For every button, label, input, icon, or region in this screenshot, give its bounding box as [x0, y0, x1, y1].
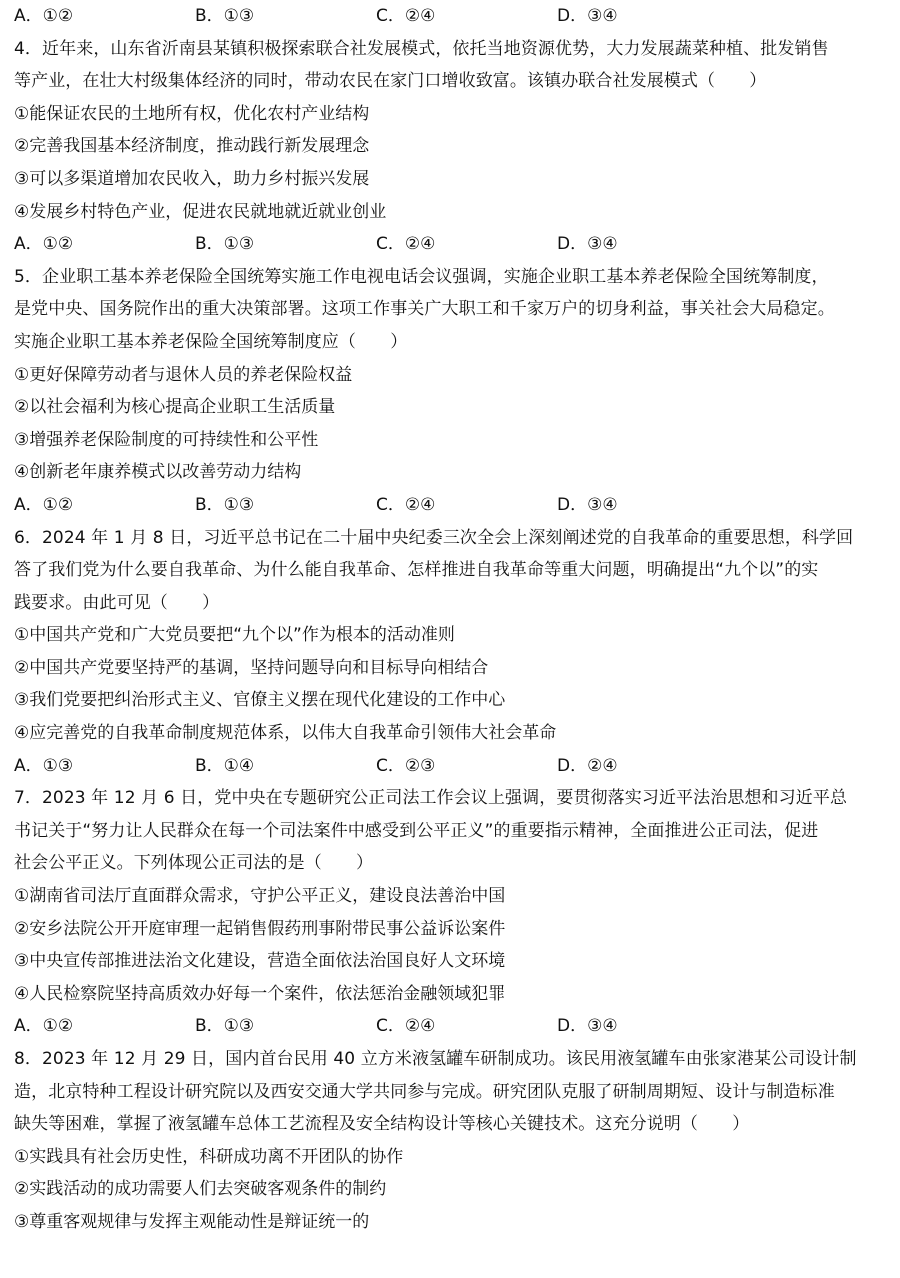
q7-stem-line-3: 社会公平正义。下列体现公正司法的是（ ） [14, 853, 374, 874]
q4-statement-2: ②完善我国基本经济制度，推动践行新发展理念 [14, 136, 370, 157]
q4-option-d[interactable]: D．③④ [557, 234, 618, 255]
q7-stem-line-1: 7．2023 年 12 月 6 日，党中央在专题研究公正司法工作会议上强调，要贯彻落实习近平法治思想和习近平总 [14, 788, 848, 809]
q6-statement-2: ②中国共产党要坚持严的基调，坚持问题导向和目标导向相结合 [14, 657, 489, 678]
q8-statement-1: ①实践具有社会历史性，科研成功离不开团队的协作 [14, 1146, 404, 1167]
q7-stem-line-2: 书记关于“努力让人民群众在每一个司法案件中感受到公平正义”的重要指示精神，全面推进公正司法，促进 [14, 820, 819, 841]
q6-stem-line-3: 践要求。由此可见（ ） [14, 592, 220, 613]
q7-option-b[interactable]: B．①③ [195, 1016, 255, 1037]
q4-stem-line-1: 4．近年来，山东省沂南县某镇积极探索联合社发展模式，依托当地资源优势，大力发展蔬菜种植、批发销售 [14, 38, 829, 59]
q7-statement-4: ④人民检察院坚持高质效办好每一个案件，依法惩治金融领域犯罪 [14, 983, 506, 1004]
q7-option-d[interactable]: D．③④ [557, 1016, 618, 1037]
q4-option-c[interactable]: C．②④ [376, 234, 436, 255]
q5-statement-3: ③增强养老保险制度的可持续性和公平性 [14, 429, 319, 450]
q4-stem-line-2: 等产业，在壮大村级集体经济的同时，带动农民在家门口增收致富。该镇办联合社发展模式（ ） [14, 71, 767, 92]
q7-option-c[interactable]: C．②④ [376, 1016, 436, 1037]
q8-stem-line-1: 8．2023 年 12 月 29 日，国内首台民用 40 立方米液氢罐车研制成功。该民用液氢罐车由张家港某公司设计制 [14, 1049, 857, 1069]
q5-stem-line-3: 实施企业职工基本养老保险全国统筹制度应（ ） [14, 331, 408, 352]
q6-stem-line-1: 6．2024 年 1 月 8 日，习近平总书记在二十届中央纪委三次全会上深刻阐述党的自我革命的重要思想，科学回 [14, 527, 854, 548]
q5-option-d[interactable]: D．③④ [557, 494, 618, 515]
q6-stem-line-2: 答了我们党为什么要自我革命、为什么能自我革命、怎样推进自我革命等重大问题，明确提出“九个以”的实 [14, 560, 819, 581]
q4-option-b[interactable]: B．①③ [195, 234, 255, 255]
q5-option-a[interactable]: A．①② [14, 494, 74, 515]
q5-stem-line-2: 是党中央、国务院作出的重大决策部署。这项工作事关广大职工和千家万户的切身利益，事关社会大局稳定。 [14, 299, 835, 320]
q7-statement-3: ③中央宣传部推进法治文化建设，营造全面依法治国良好人文环境 [14, 951, 506, 972]
q4-statement-1: ①能保证农民的土地所有权，优化农村产业结构 [14, 103, 370, 124]
q7-options [14, 1010, 890, 1043]
q4-statement-4: ④发展乡村特色产业，促进农民就地就近就业创业 [14, 201, 387, 222]
q6-statement-3: ③我们党要把纠治形式主义、官僚主义摆在现代化建设的工作中心 [14, 690, 506, 711]
q6-options [14, 750, 890, 783]
q5-statement-4: ④创新老年康养模式以改善劳动力结构 [14, 462, 302, 483]
q3-option-d[interactable]: D．③④ [557, 6, 618, 26]
q3-option-c[interactable]: C．②④ [376, 6, 436, 26]
q6-statement-4: ④应完善党的自我革命制度规范体系，以伟大自我革命引领伟大社会革命 [14, 723, 557, 744]
q4-options [14, 228, 890, 261]
q7-statement-2: ②安乡法院公开开庭审理一起销售假药刑事附带民事公益诉讼案件 [14, 918, 506, 939]
q3-option-b[interactable]: B．①③ [195, 6, 255, 26]
q3-option-a[interactable]: A．①② [14, 6, 74, 26]
q5-stem-line-1: 5．企业职工基本养老保险全国统筹实施工作电视电话会议强调，实施企业职工基本养老保险全国统筹制度， [14, 266, 829, 287]
q4-statement-3: ③可以多渠道增加农民收入，助力乡村振兴发展 [14, 168, 370, 189]
q7-option-a[interactable]: A．①② [14, 1016, 74, 1037]
q3-options [14, 0, 890, 33]
q5-option-b[interactable]: B．①③ [195, 494, 255, 515]
q5-statement-1: ①更好保障劳动者与退休人员的养老保险权益 [14, 364, 353, 385]
q6-statement-1: ①中国共产党和广大党员要把“九个以”作为根本的活动准则 [14, 625, 455, 646]
q6-option-b[interactable]: B．①④ [195, 755, 255, 776]
q8-stem-line-3: 缺失等困难，掌握了液氢罐车总体工艺流程及安全结构设计等核心关键技术。这充分说明（ ） [14, 1114, 750, 1135]
q5-options [14, 489, 890, 522]
q7-statement-1: ①湖南省司法厅直面群众需求，守护公平正义，建设良法善治中国 [14, 886, 506, 907]
q6-option-c[interactable]: C．②③ [376, 755, 436, 776]
q8-statement-2: ②实践活动的成功需要人们去突破客观条件的制约 [14, 1179, 387, 1200]
q8-statement-3: ③尊重客观规律与发挥主观能动性是辩证统一的 [14, 1211, 370, 1232]
q4-option-a[interactable]: A．①② [14, 234, 74, 255]
q6-option-a[interactable]: A．①③ [14, 755, 74, 776]
q5-option-c[interactable]: C．②④ [376, 494, 436, 515]
q8-stem-line-2: 造，北京特种工程设计研究院以及西安交通大学共同参与完成。研究团队克服了研制周期短、设计与制造标准 [14, 1081, 835, 1102]
q6-option-d[interactable]: D．②④ [557, 755, 618, 776]
q5-statement-2: ②以社会福利为核心提高企业职工生活质量 [14, 397, 336, 418]
